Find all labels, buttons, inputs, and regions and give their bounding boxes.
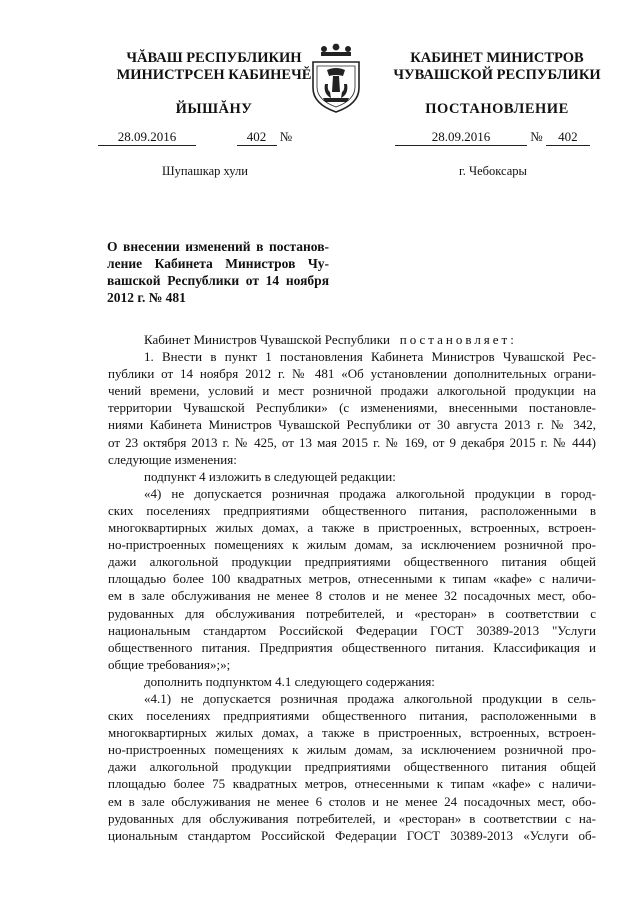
- body-line: чений времени, условий и мест розничной продажи алкогольной продукции на: [108, 383, 596, 399]
- body-line: многоквартирных жилых домах, а также в пристроенных, встроенных, встроен-: [108, 520, 596, 536]
- header-right-title: ПОСТАНОВЛЕНИЕ: [425, 101, 569, 117]
- left-place: Шупашкар хули: [162, 164, 248, 178]
- coat-of-arms-icon: [303, 40, 369, 116]
- body-line: дополнить подпунктом 4.1 следующего содержания:: [144, 673, 435, 689]
- body-line: площадью более 100 квадратных метров, отнесенными к типам «кафе» с наличи-: [108, 571, 596, 587]
- subject-line: ление Кабинета Министров Чу-: [107, 256, 329, 272]
- body-line: 1. Внести в пункт 1 постановления Кабинета Министров Чувашской Рес-: [144, 349, 596, 365]
- document-body: [108, 331, 596, 844]
- header-left: [98, 50, 330, 84]
- body-line: но-пристроенных помещениях к жилым домам, за исключением розничной про-: [108, 742, 596, 758]
- intro-line: [108, 331, 596, 348]
- intro-prefix: Кабинет Министров Чувашской Республики: [144, 332, 390, 347]
- body-line: территории Чувашской Республики» (с изменениями, внесенными постановле-: [108, 400, 596, 416]
- body-line: рудованных для обслуживания потребителей, и «ресторан» в соответствии с на-: [108, 810, 596, 826]
- left-number-sign: №: [279, 129, 293, 144]
- right-number-sign: №: [530, 129, 543, 144]
- body-line: ем в зале обслуживания не менее 6 столов и не менее 24 посадочных мест, обо-: [108, 793, 596, 809]
- left-date-line: [98, 129, 292, 146]
- body-line: «4) не допускается розничная продажа алкогольной продукции в город-: [144, 485, 596, 501]
- subject-line: О внесении изменений в постанов-: [107, 239, 329, 254]
- header-left-line2: МИНИСТРСЕН КАБИНЕЧĔ: [116, 67, 312, 83]
- subject-line: вашской Республики от 14 ноября: [107, 273, 329, 289]
- header-right: [384, 50, 610, 84]
- body-line: площадью более 75 квадратных метров, отнесенными к типам «кафе» с наличи-: [108, 776, 596, 792]
- header-left-title: ЙЫШĂНУ: [175, 101, 253, 117]
- body-line: общие требования»;»;: [108, 656, 231, 672]
- right-place: г. Чебоксары: [459, 164, 527, 178]
- body-line: многоквартирных жилых домах, а также в пристроенных, встроенных, встроен-: [108, 725, 596, 741]
- left-date: 28.09.2016: [98, 129, 196, 146]
- header-right-line1: КАБИНЕТ МИНИСТРОВ: [410, 50, 584, 66]
- right-date-line: [395, 129, 590, 146]
- body-line: «4.1) не допускается розничная продажа алкогольной продукции в сель-: [144, 690, 596, 706]
- body-line: от 23 октября 2013 г. № 425, от 13 мая 2015 г. № 169, от 9 декабря 2015 г. № 444): [108, 434, 596, 450]
- header-left-line1: ЧĂВАШ РЕСПУБЛИКИН: [126, 50, 302, 66]
- body-line: дажи алкогольной продукции предприятиями общественного питания общей: [108, 759, 596, 775]
- body-line: общественного питания. Предприятия общественного питания. Классификация и: [108, 639, 596, 655]
- body-line: публики от 14 ноября 2012 г. № 481 «Об установлении дополнительных ограни-: [108, 366, 596, 382]
- body-line: рудованных для обслуживания потребителей, и «ресторан» в соответствии с: [108, 605, 596, 621]
- subject-line: 2012 г. № 481: [107, 290, 186, 306]
- body-line: циональным стандартом Российской Федерации ГОСТ 30389-2013 «Услуги об-: [108, 827, 596, 843]
- left-number: 402: [237, 129, 277, 146]
- body-line: подпункт 4 изложить в следующей редакции:: [144, 468, 396, 484]
- document-subject: [107, 238, 329, 306]
- body-line: ских поселениях предприятиями общественного питания, расположенными в: [108, 502, 596, 518]
- right-date: 28.09.2016: [395, 129, 527, 146]
- body-line: но-пристроенных помещениях к жилым домам, за исключением розничной про-: [108, 537, 596, 553]
- body-line: ских поселениях предприятиями общественного питания, расположенными в: [108, 708, 596, 724]
- body-line: следующие изменения:: [108, 451, 237, 467]
- body-line: национальным стандартом Российской Федерации ГОСТ 30389-2013 "Услуги: [108, 622, 596, 638]
- body-line: дажи алкогольной продукции предприятиями общественного питания общей: [108, 554, 596, 570]
- body-line: ем в зале обслуживания не менее 8 столов и не менее 32 посадочных мест, обо-: [108, 588, 596, 604]
- intro-verb: постановляет:: [399, 332, 517, 347]
- body-line: ниями Кабинета Министров Чувашской Республики от 30 августа 2013 г. № 342,: [108, 417, 596, 433]
- right-number: 402: [546, 129, 590, 146]
- header-right-line2: ЧУВАШСКОЙ РЕСПУБЛИКИ: [393, 67, 601, 83]
